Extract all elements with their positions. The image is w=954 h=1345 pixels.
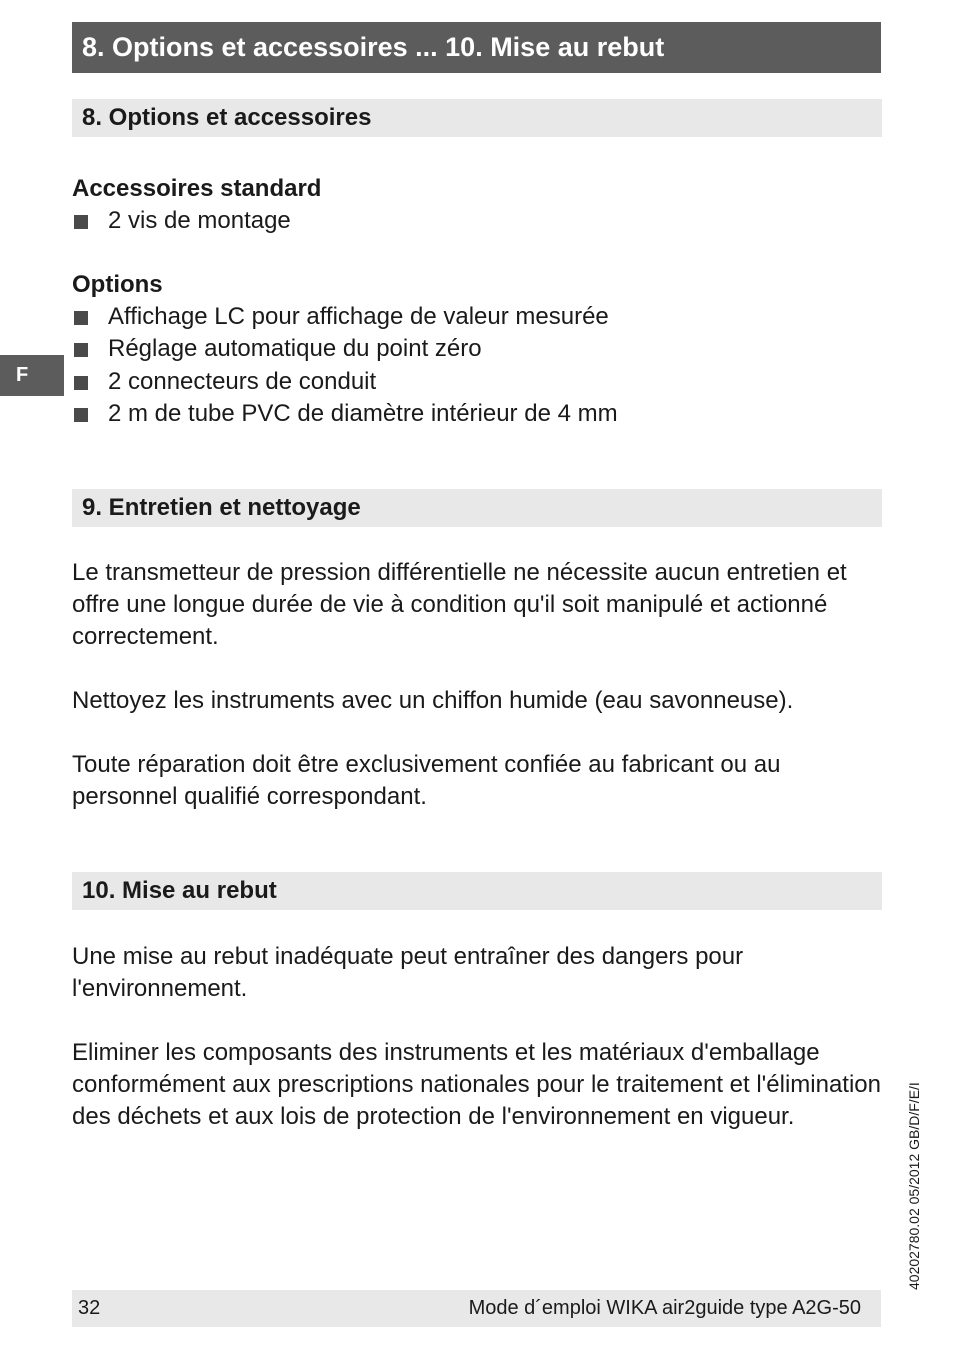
cleaning-paragraph: Nettoyez les instruments avec un chiffon humide (eau savonneuse). [72, 687, 794, 714]
page-footer [72, 1290, 881, 1327]
disposal-instructions-paragraph: Eliminer les composants des instruments et les matériaux d'emballage conformément aux prescriptions nationales pour le traitement et l'élimination des déchets et aux lois de protection de l'environnement en vigueur. [72, 1039, 881, 1130]
list-item [72, 301, 618, 333]
bullet-square-icon [74, 311, 88, 325]
list-item-text: Affichage LC pour affichage de valeur mesurée [108, 303, 609, 330]
disposal-warning-paragraph: Une mise au rebut inadéquate peut entraîner des dangers pour l'environnement. [72, 943, 744, 1002]
list-item [72, 205, 291, 237]
page-header-title: 8. Options et accessoires ... 10. Mise au rebut [72, 22, 881, 73]
section-10-heading: 10. Mise au rebut [72, 872, 882, 910]
list-item [72, 333, 618, 365]
list-item [72, 366, 618, 398]
list-item-text: 2 m de tube PVC de diamètre intérieur de 4 mm [108, 399, 618, 427]
list-item-text: 2 connecteurs de conduit [108, 367, 377, 395]
maintenance-paragraph: Le transmetteur de pression différentielle ne nécessite aucun entretien et offre une longue durée de vie à condition qu'il soit manipulé et actionné correctement. [72, 559, 847, 650]
standard-accessories-heading: Accessoires standard [72, 175, 322, 202]
manual-title: Mode d´emploi WIKA air2guide type A2G-50 [468, 1297, 861, 1319]
document-code: 40202780.02 05/2012 GB/D/F/E/I [906, 1082, 922, 1290]
page-number: 32 [78, 1297, 101, 1319]
section-9-heading: 9. Entretien et nettoyage [72, 489, 882, 527]
list-item [72, 398, 618, 430]
language-tab: F [0, 355, 64, 396]
bullet-square-icon [74, 343, 88, 357]
bullet-square-icon [74, 408, 88, 422]
standard-accessories-list [72, 205, 291, 237]
section-8-heading: 8. Options et accessoires [72, 99, 882, 137]
bullet-square-icon [74, 215, 88, 229]
bullet-square-icon [74, 376, 88, 390]
repair-paragraph: Toute réparation doit être exclusivement confiée au fabricant ou au personnel qualifié correspondant. [72, 751, 781, 810]
options-list [72, 301, 618, 430]
options-heading: Options [72, 271, 163, 298]
list-item-text: 2 vis de montage [108, 207, 291, 234]
list-item-text: Réglage automatique du point zéro [108, 335, 482, 363]
